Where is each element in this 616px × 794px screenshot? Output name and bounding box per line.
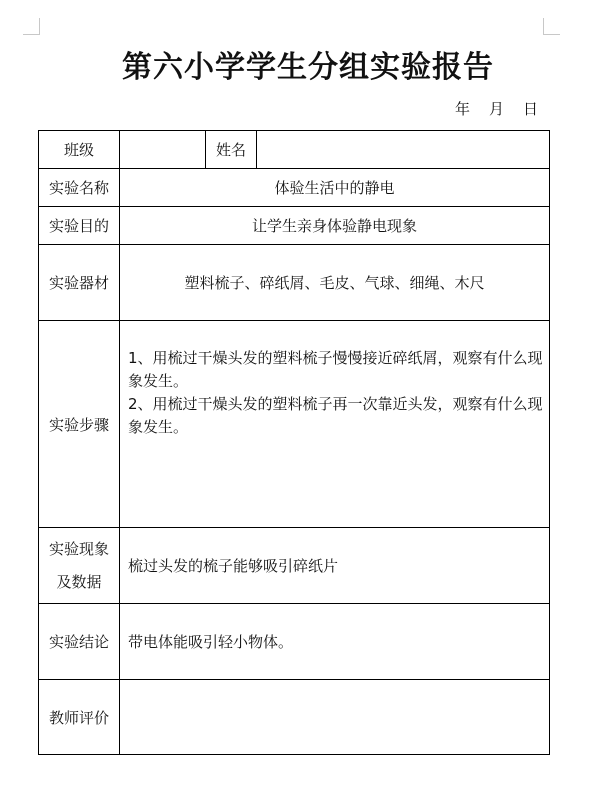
name-field[interactable] (257, 131, 550, 169)
purpose-value: 让学生亲身体验静电现象 (120, 207, 550, 245)
teacher-evaluation-label: 教师评价 (39, 680, 120, 755)
page-corner-mark-right (543, 18, 560, 35)
teacher-evaluation-field[interactable] (120, 680, 550, 755)
equipment-label: 实验器材 (39, 245, 120, 321)
phenomenon-label-line-1: 实验现象 (48, 539, 109, 558)
experiment-name-value: 体验生活中的静电 (120, 169, 550, 207)
date-year-label: 年 (455, 100, 471, 118)
report-form-table (38, 130, 550, 755)
date-day-label: 日 (523, 100, 539, 118)
steps-label: 实验步骤 (39, 321, 120, 528)
page-corner-mark-left (23, 18, 40, 35)
step-item: 1、用梳过干燥头发的塑料梳子慢慢接近碎纸屑，观察有什么现象发生。 (128, 349, 543, 390)
table-row (39, 528, 550, 604)
conclusion-value: 带电体能吸引轻小物体。 (120, 604, 550, 680)
table-row (39, 680, 550, 755)
table-row (39, 169, 550, 207)
step-item: 2、用梳过干燥头发的塑料梳子再一次靠近头发，观察有什么现象发生。 (128, 395, 543, 436)
experiment-name-label: 实验名称 (39, 169, 120, 207)
purpose-label: 实验目的 (39, 207, 120, 245)
date-line (455, 98, 538, 119)
date-month-label: 月 (489, 100, 505, 118)
name-label: 姓名 (206, 131, 257, 169)
phenomenon-label (39, 528, 120, 604)
conclusion-label: 实验结论 (39, 604, 120, 680)
class-field[interactable] (120, 131, 206, 169)
report-title: 第六小学学生分组实验报告 (122, 50, 494, 85)
table-row (39, 604, 550, 680)
table-row (39, 321, 550, 528)
phenomenon-label-line-2: 及数据 (56, 572, 102, 591)
phenomenon-value: 梳过头发的梳子能够吸引碎纸片 (120, 528, 550, 604)
table-row (39, 245, 550, 321)
table-row (39, 131, 550, 169)
table-row (39, 207, 550, 245)
equipment-value: 塑料梳子、碎纸屑、毛皮、气球、细绳、木尺 (120, 245, 550, 321)
steps-content (120, 321, 550, 528)
class-label: 班级 (39, 131, 120, 169)
